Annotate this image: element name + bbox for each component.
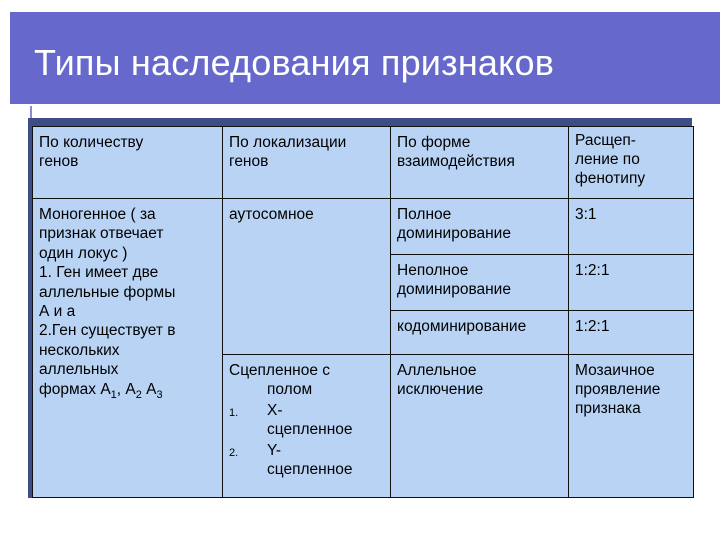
header-cell-interaction (390, 126, 568, 198)
ratio-complete-text: 3:1 (575, 206, 597, 223)
header-quantity-line2: генов (39, 153, 79, 170)
forms-sub2: 2 (135, 388, 142, 401)
header-localization-text (229, 133, 346, 171)
header-cell-segregation (568, 126, 694, 198)
monogenic-line2: признак отвечает (39, 225, 164, 243)
cell-incomplete-dominance (390, 254, 568, 310)
codominance-text: кодоминирование (397, 318, 527, 335)
allelic-exclusion-line1: Аллельное (397, 362, 477, 379)
sex-linked-line1: Сцепленное с (229, 362, 330, 379)
sex-linked-text (229, 361, 379, 479)
header-segregation-text (575, 131, 645, 188)
monogenic-line4: 1. Ген имеет две (39, 264, 159, 282)
cell-complete-dominance (390, 198, 568, 254)
monogenic-line7: 2.Ген существует в (39, 322, 176, 340)
cell-sex-linked (222, 354, 390, 498)
sex-linked-line2: полом (267, 381, 313, 398)
cell-ratio-complete (568, 198, 694, 254)
item-2-text (267, 441, 353, 479)
incomplete-dominance-line2: доминирование (397, 281, 511, 298)
monogenic-line6: А и а (39, 303, 76, 321)
mosaic-text (575, 361, 660, 418)
header-segregation-line1: Расщеп- (575, 132, 636, 149)
item-2-number: 2. (229, 447, 239, 459)
cell-autosomal (222, 198, 390, 354)
header-cell-quantity (32, 126, 222, 198)
mosaic-line3: признака (575, 400, 641, 417)
monogenic-line1: Моногенное ( за (39, 206, 156, 223)
complete-dominance-line1: Полное (397, 206, 452, 223)
monogenic-line5: аллельные формы (39, 283, 176, 301)
ratio-codominance-text: 1:2:1 (575, 318, 610, 335)
monogenic-line9: аллельных (39, 361, 119, 379)
complete-dominance-text (397, 205, 511, 243)
cell-ratio-codominance (568, 310, 694, 354)
cell-mosaic (568, 354, 694, 498)
monogenic-text (39, 205, 176, 399)
slide-title: Типы наследования признаков (34, 42, 555, 83)
header-localization-line1: По локализации (229, 134, 347, 151)
incomplete-dominance-text (397, 261, 511, 299)
complete-dominance-line2: доминирование (397, 225, 511, 242)
header-interaction-text (397, 133, 515, 171)
cell-ratio-incomplete (568, 254, 694, 310)
header-segregation-line2: ление по (575, 151, 640, 168)
header-segregation-line3: фенотипу (575, 170, 646, 187)
forms-sep2: А (141, 380, 157, 398)
sex-linked-item-2 (229, 441, 379, 479)
cell-monogenic (32, 198, 222, 498)
forms-sep1: , А (116, 380, 136, 398)
sex-linked-item-1 (229, 401, 379, 439)
incomplete-dominance-line1: Неполное (397, 262, 469, 279)
cell-allelic-exclusion (390, 354, 568, 498)
header-quantity-text (39, 133, 143, 171)
allelic-exclusion-line2: исключение (397, 381, 484, 398)
autosomal-text: аутосомное (229, 206, 314, 223)
header-interaction-line1: По форме (397, 134, 471, 151)
header-cell-localization (222, 126, 390, 198)
item-1-line2: сцепленное (267, 421, 353, 438)
item-1-line1: Х- (267, 402, 283, 419)
ratio-incomplete-text: 1:2:1 (575, 262, 610, 279)
monogenic-forms-line (39, 380, 176, 399)
header-localization-line2: генов (229, 153, 269, 170)
item-1-number: 1. (229, 407, 239, 419)
monogenic-line3: один локус ) (39, 244, 128, 262)
item-2-line2: сцепленное (267, 461, 353, 478)
allelic-exclusion-text (397, 361, 483, 399)
cell-codominance (390, 310, 568, 354)
header-interaction-line2: взаимодействия (397, 153, 515, 170)
item-2-line1: Y- (267, 442, 282, 459)
monogenic-line8: нескольких (39, 341, 120, 359)
forms-text: формах А (39, 380, 111, 398)
header-quantity-line1: По количеству (39, 134, 144, 151)
mosaic-line2: проявление (575, 381, 661, 398)
mosaic-line1: Мозаичное (575, 362, 655, 379)
forms-sub1: 1 (110, 388, 117, 401)
forms-sub3: 3 (156, 388, 163, 401)
item-1-text (267, 401, 353, 439)
